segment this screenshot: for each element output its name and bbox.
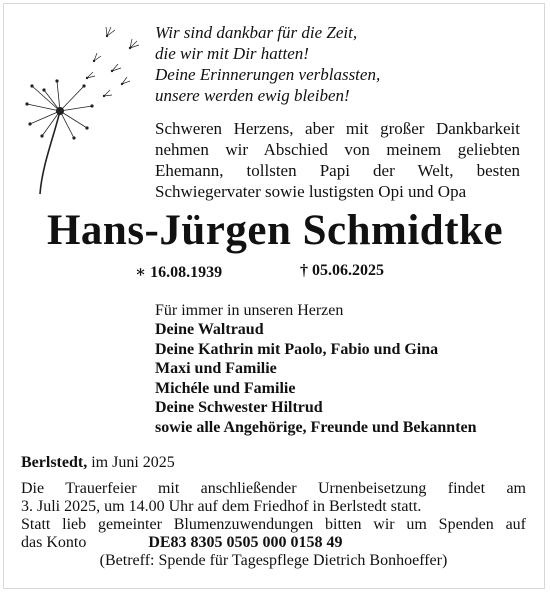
funeral-line: 3. Juli 2025, um 14.00 Uhr auf dem Friedhof in Berlstedt statt. bbox=[21, 498, 422, 515]
funeral-line: Die Trauerfeier mit anschließender Urnenbeisetzung findet am bbox=[21, 480, 526, 497]
family-member: Deine Schwester Hiltrud bbox=[155, 399, 323, 417]
birth-star-icon: ∗ bbox=[135, 264, 147, 281]
poem-line: Wir sind dankbar für die Zeit, bbox=[155, 23, 358, 42]
poem-line: Deine Erinnerungen verblassten, bbox=[155, 65, 381, 84]
iban: DE83 8305 0505 000 0158 49 bbox=[148, 534, 343, 551]
funeral-notice bbox=[21, 480, 526, 570]
family-member: Maxi und Familie bbox=[155, 360, 277, 378]
funeral-line: Statt lieb gemeinter Blumenzuwendungen bitten wir um Spenden auf bbox=[21, 516, 526, 533]
family-member: Michéle und Familie bbox=[155, 379, 296, 397]
family-member: Deine Waltraud bbox=[155, 321, 264, 338]
place-month: im Juni 2025 bbox=[91, 454, 175, 471]
intro-line: nehmen wir Abschied von meinem geliebten bbox=[155, 140, 520, 159]
poem bbox=[155, 22, 535, 106]
intro-text bbox=[155, 118, 520, 202]
poem-line: die wir mit Dir hatten! bbox=[155, 44, 309, 63]
death-date bbox=[300, 262, 384, 280]
intro-line: Schwiegervater sowie lustigsten Opi und Opa bbox=[155, 182, 467, 201]
family-member: Deine Kathrin mit Paolo, Fabio und Gina bbox=[155, 340, 439, 358]
death-cross-icon: † bbox=[300, 262, 308, 279]
place-date bbox=[21, 454, 175, 472]
place-town: Berlstedt, bbox=[21, 454, 88, 471]
hearts-line: Für immer in unseren Herzen bbox=[155, 302, 344, 319]
deceased-name: Hans-Jürgen Schmidtke bbox=[46, 207, 504, 254]
death-date-value: 05.06.2025 bbox=[312, 262, 384, 279]
intro-line: Ehemann, tollsten Papi der Welt, besten bbox=[155, 161, 520, 180]
konto-line bbox=[21, 534, 526, 552]
intro-line: Schweren Herzens, aber mit großer Dankbarkeit bbox=[155, 119, 520, 138]
family-member: sowie alle Angehörige, Freunde und Bekannten bbox=[155, 418, 477, 436]
family-list bbox=[155, 320, 477, 438]
betreff: (Betreff: Spende für Tagespflege Dietrich Bonhoeffer) bbox=[99, 552, 448, 569]
konto-label: das Konto bbox=[21, 534, 87, 551]
birth-date-value: 16.08.1939 bbox=[150, 264, 223, 281]
birth-date bbox=[135, 262, 222, 282]
poem-line: unsere werden ewig bleiben! bbox=[155, 86, 350, 105]
dandelion-icon bbox=[12, 16, 162, 196]
